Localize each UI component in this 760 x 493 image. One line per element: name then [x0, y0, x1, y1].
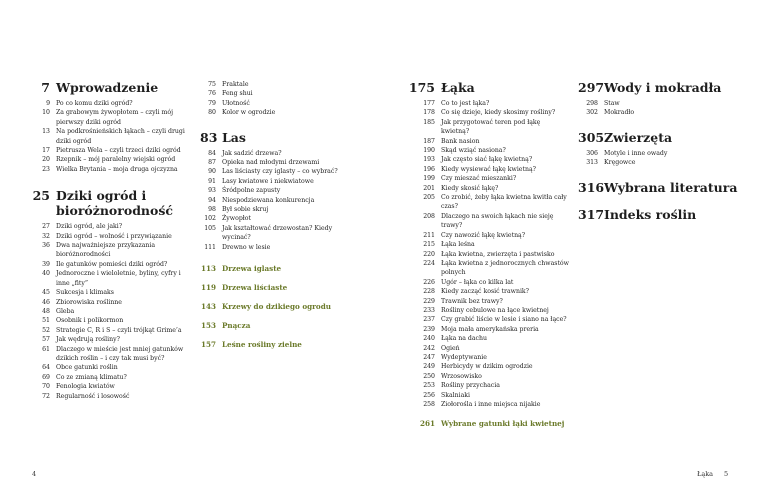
entry-page-number: 98 [208, 206, 216, 214]
entry-title: Łąka kwietna z jednorocznych chwastów polnych [441, 259, 569, 277]
entry-title: Wrzosowisko [441, 372, 482, 380]
entry-page-number: 23 [42, 165, 50, 173]
toc-entry [200, 158, 360, 167]
section-page-number: 317 [578, 206, 605, 222]
toc-entry [30, 241, 190, 260]
entry-page-number: 233 [423, 306, 435, 314]
entry-page-number: 199 [423, 175, 435, 183]
toc-entry [405, 250, 570, 259]
toc-entry [405, 325, 570, 334]
entry-page-number: 94 [208, 196, 216, 204]
toc-entry [30, 108, 190, 127]
entry-title: Jednoroczne i wieloletnie, byliny, cyfry i inne „fity” [56, 270, 181, 287]
entry-page-number: 46 [42, 298, 50, 306]
entry-page-number: 258 [423, 401, 435, 408]
entry-title: Ułotność [222, 99, 250, 107]
entry-title: Czy mieszać mieszanki? [441, 175, 517, 183]
entry-title: Pietruszа Wela – czyli trzeci dziki ogród [56, 147, 181, 155]
entry-title: Był sobie skruj [222, 206, 269, 214]
section-title: Indeks roślin [604, 206, 697, 222]
toc-section [405, 80, 570, 409]
entry-title: Dlaczego w mieście jest mniej gatunków dzikich roślin – i czy tak musi być? [56, 345, 184, 362]
entry-title: Dlaczego na swoich łąkach nie sieję trawy? [441, 212, 554, 230]
entry-page-number: 80 [208, 109, 216, 117]
entry-page-number: 313 [586, 159, 598, 167]
chapter-title: Leśne rośliny zielne [222, 340, 302, 350]
entry-title: Obce gatunki roślin [56, 364, 118, 372]
entry-title: Skąd wziąć nasiona? [441, 147, 506, 155]
entry-title: Niespodziewana konkurencja [222, 196, 315, 204]
entry-title: Feng shui [222, 90, 253, 98]
section-page-number: 175 [408, 80, 435, 95]
entry-title: Gleba [56, 307, 75, 315]
section-heading [200, 130, 360, 145]
toc-entry [578, 99, 738, 108]
entry-title: Jak sadzić drzewa? [222, 149, 282, 157]
entry-page-number: 64 [42, 364, 50, 372]
entry-title: Czy grabić liście w lesie i siano na łące? [441, 316, 567, 324]
entry-page-number: 9 [46, 100, 50, 107]
toc-entry [30, 222, 190, 231]
entry-page-number: 253 [423, 382, 435, 390]
toc-entry [30, 146, 190, 155]
chapter-page-number: 143 [200, 302, 216, 312]
toc-entry [405, 108, 570, 117]
toc-entry [405, 259, 570, 278]
entry-page-number: 190 [423, 147, 435, 155]
entry-page-number: 177 [423, 100, 435, 107]
entry-title: Regularność i losowość [56, 392, 130, 400]
entry-page-number: 20 [42, 156, 50, 164]
entry-title: Ile gatunków pomieści dziki ogród? [56, 260, 168, 268]
entry-page-number: 306 [586, 149, 598, 157]
toc-entry [200, 89, 360, 98]
entry-page-number: 201 [423, 184, 435, 192]
entry-title: Moja mała amerykańska preria [441, 325, 539, 333]
page-number-left: 4 [32, 470, 37, 478]
entry-title: Kiedy zacząć kosić trawnik? [441, 288, 530, 296]
toc-entry [405, 297, 570, 306]
entry-title: Łąka kwietna, zwierzęta i pastwisko [441, 250, 555, 258]
entry-page-number: 84 [208, 149, 216, 157]
entry-page-number: 242 [423, 344, 435, 352]
section-heading [578, 130, 738, 145]
entry-title: Co się dzieje, kiedy skosimy rośliny? [441, 109, 556, 117]
entry-title: Po co komu dziki ogród? [56, 100, 133, 107]
toc-section [578, 130, 738, 168]
entry-page-number: 215 [423, 241, 435, 249]
entry-title: Co zrobić, żeby łąka kwietna kwitła cały czas? [441, 194, 567, 211]
toc-entry [30, 99, 190, 108]
section-heading [578, 180, 738, 195]
chapter-page-number: 261 [419, 419, 435, 429]
entry-title: Opieka nad młodymi drzewami [222, 159, 320, 167]
section-page-number: 83 [200, 129, 218, 145]
entry-page-number: 87 [208, 159, 216, 167]
entry-title: Jak wędrują rośliny? [56, 336, 120, 344]
entry-title: Motyle i inne owady [604, 149, 668, 157]
entry-page-number: 247 [423, 353, 435, 361]
entry-page-number: 249 [423, 363, 435, 371]
page-number-right: 5 [724, 470, 729, 478]
section-heading [30, 80, 190, 95]
entry-page-number: 302 [586, 109, 598, 117]
entry-page-number: 239 [423, 325, 435, 333]
toc-entry [200, 205, 360, 214]
entry-title: Zbiorowiska roślinne [56, 298, 122, 306]
entry-title: Staw [604, 100, 620, 107]
entry-page-number: 178 [423, 109, 435, 117]
entry-title: Kiedy skosić łąkę? [441, 184, 499, 192]
toc-entry [30, 373, 190, 382]
section-page-number: 25 [32, 188, 50, 204]
toc-entry [405, 212, 570, 231]
entry-title: Za grabowym żywopłotem – czyli mój pierwszy dziki ogród [56, 109, 174, 126]
toc-entry [405, 193, 570, 212]
toc-chapter-highlight [200, 302, 360, 312]
entry-page-number: 111 [204, 243, 216, 251]
toc-entry [30, 363, 190, 372]
toc-entry [405, 391, 570, 400]
entry-title: Drewno w lesie [222, 243, 271, 251]
toc-column-1 [30, 80, 190, 415]
toc-entry [405, 146, 570, 155]
entry-page-number: 90 [208, 168, 216, 176]
entry-page-number: 76 [208, 90, 216, 98]
section-title: Łąka [441, 80, 475, 95]
entry-page-number: 70 [42, 383, 50, 391]
toc-entry [30, 155, 190, 164]
entry-title: Kolor w ogrodzie [222, 109, 276, 117]
section-title: Wody i mokradła [604, 80, 722, 95]
entry-title: Ziołorośla i inne miejsca nijakie [441, 401, 541, 408]
entry-title: Dwa najważniejsze przykazania bioróżnorodności [56, 242, 156, 259]
entry-page-number: 240 [423, 335, 435, 343]
entry-title: Fenologia kwiatów [56, 383, 115, 391]
entry-title: Kiedy wysiewać łąkę kwietną? [441, 165, 536, 173]
chapter-page-number: 153 [200, 321, 216, 331]
entry-title: Lasy kwiatowe i niekwiatowe [222, 177, 314, 185]
toc-entry [30, 269, 190, 288]
entry-page-number: 91 [208, 177, 216, 185]
toc-entry [405, 99, 570, 108]
section-heading [405, 80, 570, 95]
toc-entry [30, 232, 190, 241]
toc-entry [200, 99, 360, 108]
entry-title: Co to jest łąka? [441, 100, 490, 107]
toc-entry [405, 278, 570, 287]
entry-page-number: 211 [423, 231, 435, 239]
chapter-title: Krzewy do dzikiego ogrodu [222, 302, 331, 312]
toc-entry [30, 392, 190, 401]
toc-entry [578, 158, 738, 167]
toc-entry [30, 127, 190, 146]
toc-entry [200, 196, 360, 205]
toc-section [578, 180, 738, 195]
entry-title: Jak przygotować teren pod łąkę kwietną? [441, 118, 541, 136]
entry-title: Strategie C, R i S – czyli trójkąt Grime’a [56, 326, 182, 334]
entry-page-number: 32 [42, 232, 50, 240]
entry-page-number: 61 [42, 345, 50, 353]
toc-entry [30, 382, 190, 391]
toc-entry [405, 165, 570, 174]
entry-page-number: 69 [42, 373, 50, 381]
entry-title: Kręgowce [604, 159, 636, 167]
entry-page-number: 36 [42, 242, 50, 250]
chapter-title: Drzewa iglaste [222, 264, 282, 274]
entry-title: Rośliny przychacia [441, 382, 500, 390]
section-heading [30, 188, 190, 218]
entry-title: Co ze zmianą klimatu? [56, 373, 127, 381]
entry-page-number: 250 [423, 372, 435, 380]
entry-title: Bank nasion [441, 137, 480, 145]
toc-chapter-highlight [200, 264, 360, 274]
entry-page-number: 51 [42, 317, 50, 325]
toc-section [200, 130, 360, 252]
chapter-page-number: 157 [200, 340, 216, 350]
entry-title: Sukcesja i klimaks [56, 289, 114, 297]
toc-column-2 [200, 80, 360, 359]
toc-entry [200, 108, 360, 117]
entry-title: Łąka na dachu [441, 335, 487, 343]
entry-page-number: 40 [42, 270, 50, 278]
toc-entry [200, 167, 360, 176]
entry-page-number: 57 [42, 336, 50, 344]
toc-entry [405, 400, 570, 409]
section-page-number: 297 [578, 80, 605, 95]
entry-page-number: 75 [208, 81, 216, 88]
toc-section [578, 80, 738, 118]
entry-title: Łąka leśna [441, 241, 475, 249]
entry-title: Dziki ogród, ale jaki? [56, 223, 123, 231]
entry-title: Wielka Brytania – moja druga ojczyzna [56, 165, 178, 173]
entry-title: Śródpolne zapusty [222, 187, 281, 195]
entry-page-number: 93 [208, 187, 216, 195]
toc-section [578, 207, 738, 222]
entry-title: Żywopłot [222, 215, 251, 223]
toc-entry [30, 345, 190, 364]
entry-page-number: 226 [423, 278, 435, 286]
entry-page-number: 102 [204, 215, 216, 223]
entry-page-number: 45 [42, 289, 50, 297]
entry-title: Wydeptywanie [441, 353, 487, 361]
toc-entry [30, 335, 190, 344]
toc-column-3 [405, 80, 570, 438]
toc-entry [30, 316, 190, 325]
chapter-page-number: 119 [200, 283, 216, 293]
entry-page-number: 72 [42, 392, 50, 400]
entry-title: Rośliny cebulowe na łące kwietnej [441, 306, 549, 314]
toc-chapter-highlight [200, 321, 360, 331]
toc-chapter-highlight [405, 419, 570, 429]
toc-entry [200, 177, 360, 186]
entry-title: Ogień [441, 344, 460, 352]
entry-page-number: 228 [423, 288, 435, 296]
toc-entry [578, 108, 738, 117]
toc-entry [30, 298, 190, 307]
entry-title: Osobnik i polikormon [56, 317, 124, 325]
entry-title: Na podkrośnieńskich łąkach – czyli drugi dziki ogród [56, 128, 185, 145]
entry-page-number: 229 [423, 297, 435, 305]
entry-page-number: 298 [586, 100, 598, 107]
entry-page-number: 105 [204, 224, 216, 232]
toc-entry [405, 155, 570, 164]
toc-entry [30, 165, 190, 174]
entry-page-number: 256 [423, 391, 435, 399]
chapter-title: Pnącza [222, 321, 251, 331]
toc-section [30, 80, 190, 174]
toc-entry [578, 149, 738, 158]
toc-entry [200, 214, 360, 223]
toc-entry [30, 288, 190, 297]
section-heading [578, 80, 738, 95]
toc-chapter-highlight [200, 340, 360, 350]
toc-entry [405, 137, 570, 146]
section-title: Dziki ogród i bioróżnorodność [56, 188, 174, 219]
section-heading [578, 207, 738, 222]
entry-title: Mokradło [604, 109, 635, 117]
toc-entry [200, 149, 360, 158]
toc-chapter-highlight [200, 283, 360, 293]
entry-title: Czy nawozić łąkę kwietną? [441, 231, 526, 239]
running-title: Łąka [697, 470, 714, 478]
entry-page-number: 48 [42, 307, 50, 315]
section-title: Las [222, 129, 246, 145]
entry-title: Las liściasty czy iglasty – co wybrać? [222, 168, 338, 176]
section-title: Zwierzęta [604, 129, 673, 145]
toc-entry [30, 260, 190, 269]
section-title: Wprowadzenie [56, 80, 159, 95]
entry-title: Jak często siać łąkę kwietną? [441, 156, 533, 164]
section-page-number: 316 [578, 179, 605, 195]
toc-entry [405, 362, 570, 371]
toc-entry [405, 315, 570, 324]
entry-page-number: 13 [42, 128, 50, 136]
entry-page-number: 185 [423, 118, 435, 126]
toc-entry [405, 240, 570, 249]
entry-page-number: 17 [42, 147, 50, 155]
entry-title: Ugór – łąka co kilka lat [441, 278, 514, 286]
entry-title: Skalniaki [441, 391, 471, 399]
entry-page-number: 27 [42, 223, 50, 231]
entry-title: Rzepnik – mój paralelny wiejski ogród [56, 156, 176, 164]
toc-entry [405, 306, 570, 315]
section-title: Wybrana literatura [604, 179, 738, 195]
entry-page-number: 237 [423, 316, 435, 324]
entry-title: Trawnik bez trawy? [441, 297, 503, 305]
toc-entry [405, 344, 570, 353]
toc-entry [405, 287, 570, 296]
entry-title: Fraktale [222, 81, 249, 88]
entry-page-number: 52 [42, 326, 50, 334]
toc-entry [200, 243, 360, 252]
toc-entry [30, 307, 190, 316]
toc-entry [405, 118, 570, 137]
toc-entry [405, 381, 570, 390]
toc-entry [405, 353, 570, 362]
entry-page-number: 205 [423, 194, 435, 202]
toc-entry [30, 326, 190, 335]
toc-entry [405, 334, 570, 343]
toc-section [30, 188, 190, 401]
chapter-page-number: 113 [200, 264, 216, 274]
chapter-title: Drzewa liściaste [222, 283, 288, 293]
entry-title: Herbicydy w dzikim ogrodzie [441, 363, 533, 371]
toc-entry [200, 224, 360, 243]
entry-page-number: 39 [42, 260, 50, 268]
toc-entry [405, 184, 570, 193]
entry-page-number: 196 [423, 165, 435, 173]
entry-page-number: 224 [423, 259, 435, 267]
section-page-number: 305 [578, 129, 605, 145]
entry-page-number: 220 [423, 250, 435, 258]
entry-page-number: 10 [42, 109, 50, 117]
toc-entry [200, 80, 360, 89]
entry-title: Jak kształtować drzewostan? Kiedy wycinać? [222, 224, 333, 242]
entry-page-number: 208 [423, 212, 435, 220]
toc-column-4 [578, 80, 738, 234]
toc-entry [405, 372, 570, 381]
entry-title: Dziki ogród – wolność i przywiązanie [56, 232, 172, 240]
chapter-title: Wybrane gatunki łąki kwietnej [441, 419, 565, 429]
entry-page-number: 193 [423, 156, 435, 164]
toc-entry [405, 231, 570, 240]
entry-page-number: 79 [208, 99, 216, 107]
toc-entry [405, 174, 570, 183]
toc-entry [200, 186, 360, 195]
section-page-number: 7 [41, 80, 50, 95]
entry-page-number: 187 [423, 137, 435, 145]
